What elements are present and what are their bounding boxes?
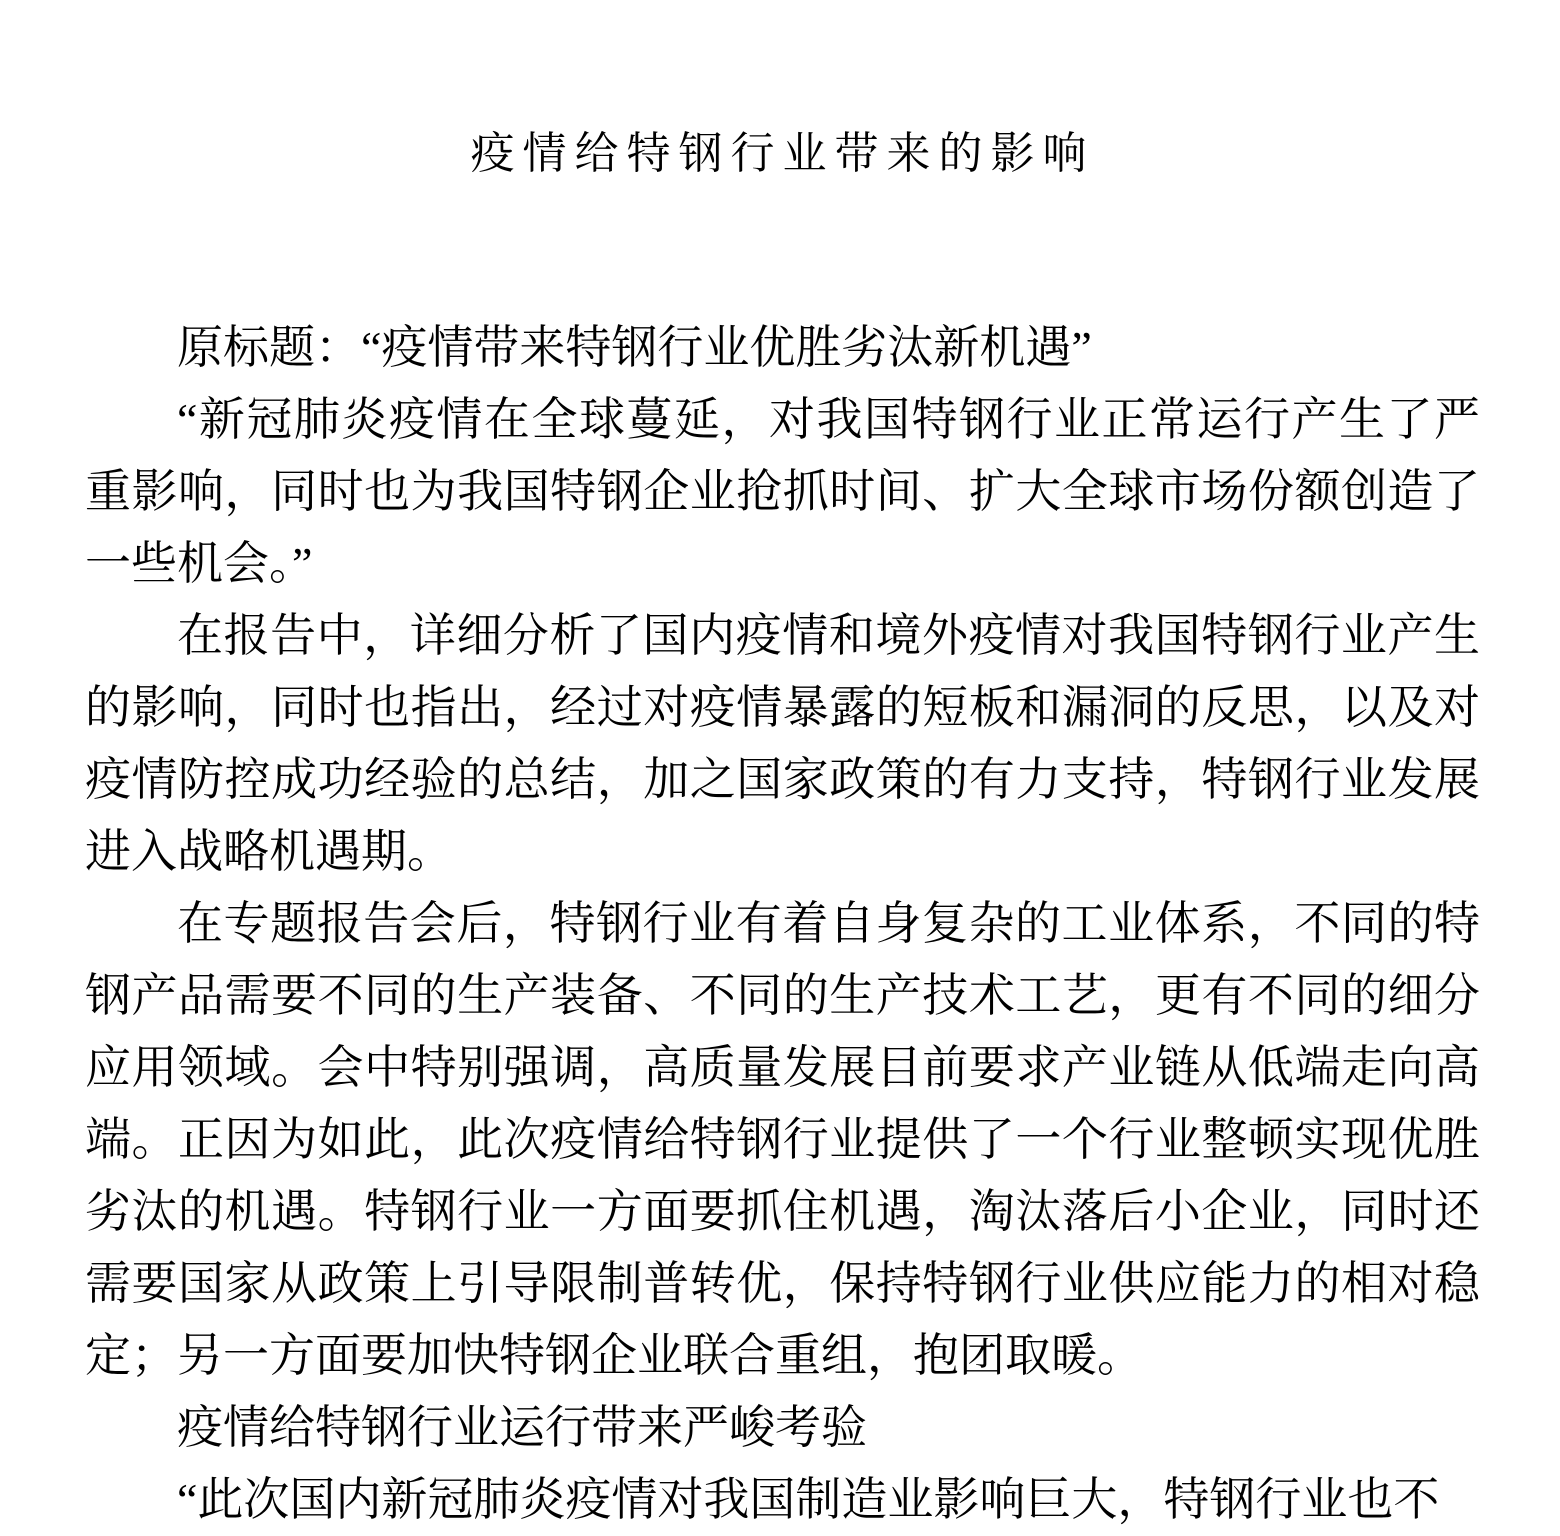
severe-test-paragraph bbox=[85, 1464, 1480, 1536]
document-body bbox=[85, 312, 1480, 1536]
text-line: 应用领域。会中特别强调，高质量发展目前要求产业链从低端走向高 bbox=[85, 1042, 1480, 1093]
report-analysis-paragraph bbox=[85, 600, 1480, 888]
text-line: 疫情给特钢行业运行带来严峻考验 bbox=[177, 1402, 867, 1453]
text-line: 的影响，同时也指出，经过对疫情暴露的短板和漏洞的反思，以及对 bbox=[85, 682, 1480, 733]
text-line: 定；另一方面要加快特钢企业联合重组，抱团取暖。 bbox=[85, 1330, 1143, 1381]
page-title: 疫情给特钢行业带来的影响 bbox=[470, 129, 1095, 178]
text-line: 一些机会。” bbox=[85, 538, 313, 589]
text-line: “此次国内新冠肺炎疫情对我国制造业影响巨大，特钢行业也不 bbox=[177, 1474, 1440, 1525]
text-line: 原标题：“疫情带来特钢行业优胜劣汰新机遇” bbox=[177, 322, 1092, 373]
original-title-line bbox=[85, 312, 1480, 384]
text-line: 需要国家从政策上引导限制普转优，保持特钢行业供应能力的相对稳 bbox=[85, 1258, 1480, 1309]
text-line: 端。正因为如此，此次疫情给特钢行业提供了一个行业整顿实现优胜 bbox=[85, 1114, 1480, 1165]
quote-paragraph bbox=[85, 384, 1480, 600]
text-line: “新冠肺炎疫情在全球蔓延，对我国特钢行业正常运行产生了严 bbox=[177, 394, 1480, 445]
text-line: 进入战略机遇期。 bbox=[85, 826, 453, 877]
text-line: 疫情防控成功经验的总结，加之国家政策的有力支持，特钢行业发展 bbox=[85, 754, 1480, 805]
text-line: 重影响，同时也为我国特钢企业抢抓时间、扩大全球市场份额创造了 bbox=[85, 466, 1480, 517]
text-line: 钢产品需要不同的生产装备、不同的生产技术工艺，更有不同的细分 bbox=[85, 970, 1480, 1021]
industry-system-paragraph bbox=[85, 888, 1480, 1392]
text-line: 在专题报告会后，特钢行业有着自身复杂的工业体系，不同的特 bbox=[177, 898, 1480, 949]
section-heading bbox=[85, 1392, 1480, 1464]
text-line: 在报告中，详细分析了国内疫情和境外疫情对我国特钢行业产生 bbox=[177, 610, 1480, 661]
text-line: 劣汰的机遇。特钢行业一方面要抓住机遇，淘汰落后小企业，同时还 bbox=[85, 1186, 1480, 1237]
